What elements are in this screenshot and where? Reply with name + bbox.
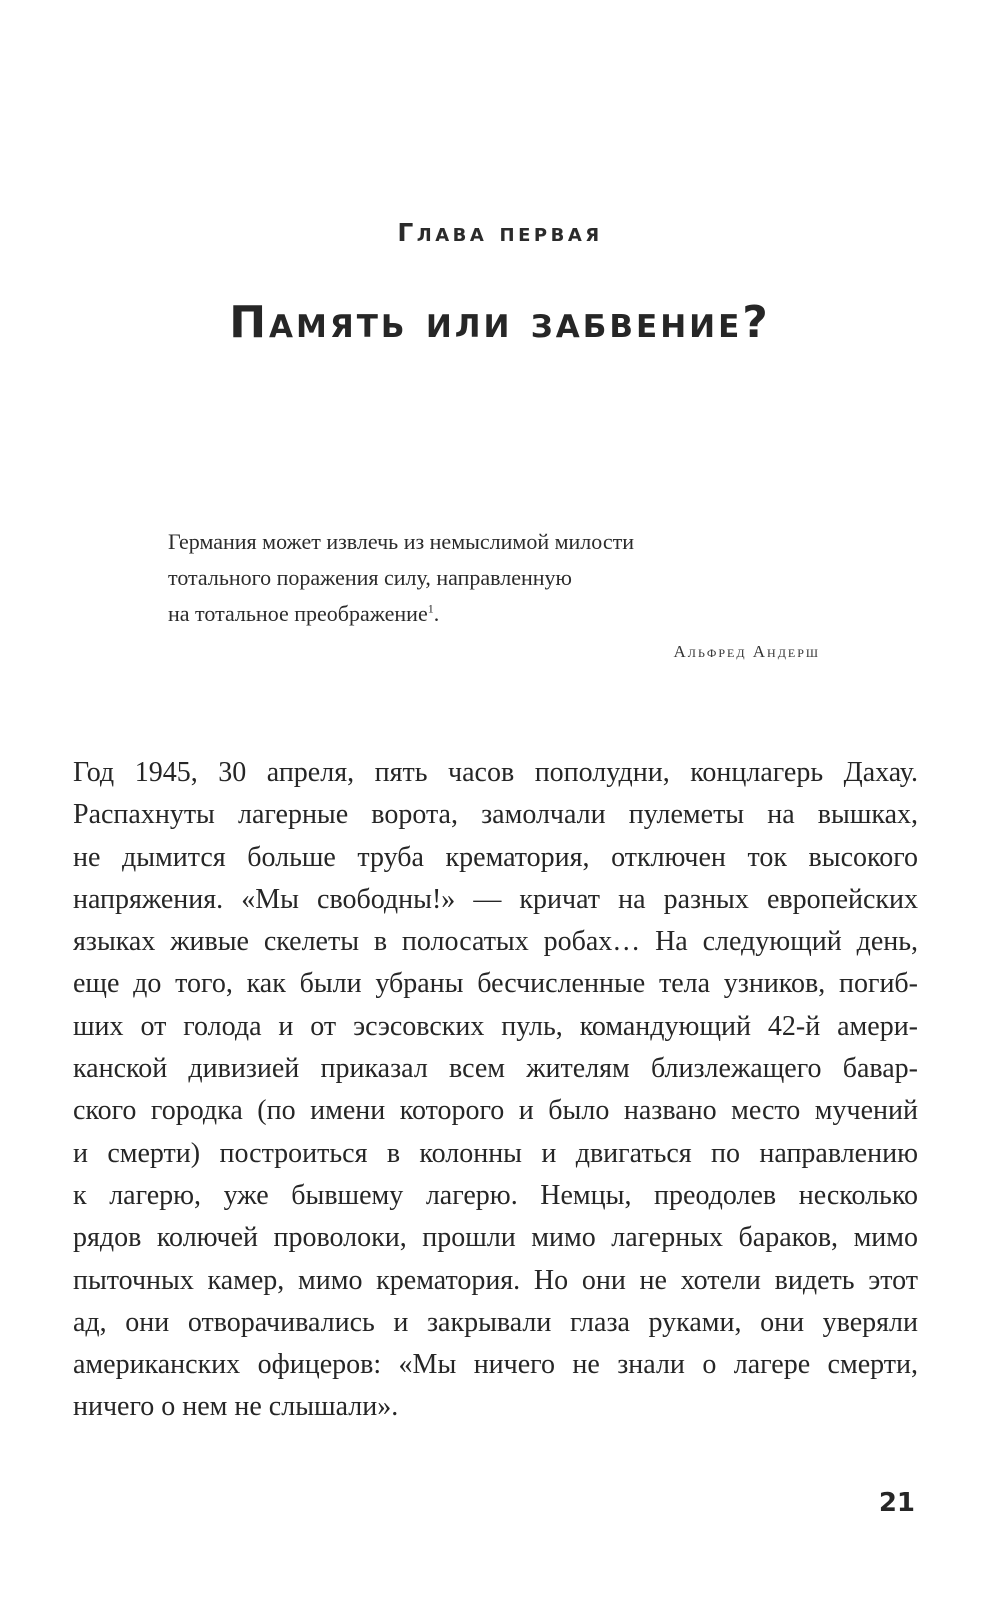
chapter-title: Память или забвение? [229,297,771,348]
epigraph-line: Германия может извлечь из немыслимой милости [168,529,634,554]
body-line: не дымится больше труба крематория, отключен ток высокого [73,841,918,873]
epigraph-line-end: . [433,601,440,626]
body-line: канской дивизией приказал всем жителям близлежащего бавар- [73,1053,918,1085]
epigraph-attribution: Альфред Андерш [673,642,820,661]
epigraph [168,524,828,632]
body-line: ского городка (по имени которого и было названо место мучений [73,1095,918,1127]
body-line: пыточных камер, мимо крематория. Но они не хотели видеть этот [73,1264,918,1296]
body-line: американских офицеров: «Мы ничего не знали о лагере смерти, [73,1349,918,1381]
epigraph-line: тотального поражения силу, направленную [168,565,572,590]
body-line: ад, они отворачивались и закрывали глаза руками, они уверяли [73,1306,918,1338]
footnote-marker[interactable]: 1 [427,601,434,616]
epigraph-line-last [168,596,828,632]
page-number: 21 [878,1488,915,1518]
body-line-last: ничего о нем не слышали». [73,1391,399,1423]
body-line: языках живые скелеты в полосатых робах… На следующий день, [73,926,918,958]
body-line: рядов колючей проволоки, прошли мимо лагерных бараков, мимо [73,1222,918,1254]
body-line: к лагерю, уже бывшему лагерю. Немцы, преодолев несколько [73,1179,918,1211]
body-line: Год 1945, 30 апреля, пять часов пополудни, концлагерь Дахау. [73,757,918,788]
epigraph-line-text: на тотальное преображение [168,601,428,626]
body-line: еще до того, как были убраны бесчисленные тела узников, погиб- [73,968,918,1000]
body-line: Распахнуты лагерные ворота, замолчали пулеметы на вышках, [73,799,918,831]
body-line: ших от голода и от эсэсовских пуль, командующий 42-й амери- [73,1010,918,1042]
body-paragraph [73,752,918,1429]
body-line: и смерти) построиться в колонны и двигаться по направлению [73,1137,918,1169]
body-line: напряжения. «Мы свободны!» — кричат на разных европейских [73,883,918,915]
chapter-label: Глава первая [397,218,603,247]
